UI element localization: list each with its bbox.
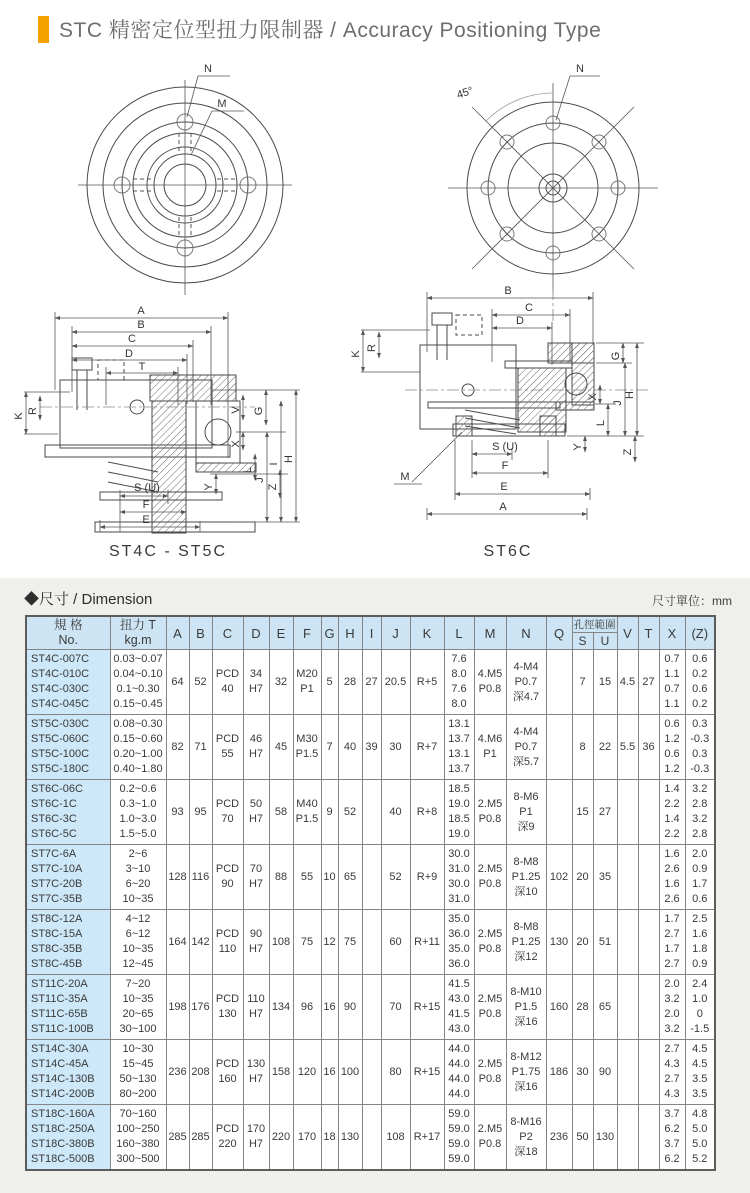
- cell-L: 18.5 19.0 18.5 19.0: [444, 780, 474, 845]
- cell-M: 2.M5 P0.8: [474, 910, 506, 975]
- cell-torque: 0.08~0.30 0.15~0.60 0.20~1.00 0.40~1.80: [110, 715, 166, 780]
- cell-models: ST18C-160A ST18C-250A ST18C-380B ST18C-500B: [26, 1105, 110, 1171]
- cell-N: 8-M8 P1.25 深12: [506, 910, 546, 975]
- cell-A: 82: [166, 715, 189, 780]
- cell-K: R+8: [410, 780, 444, 845]
- table-row: [26, 975, 715, 1040]
- cell-U: 15: [593, 650, 617, 715]
- cell-M: 2.M5 P0.8: [474, 975, 506, 1040]
- cell-U: 65: [593, 975, 617, 1040]
- cell-I: 39: [362, 715, 381, 780]
- label-m-left: M: [217, 98, 227, 110]
- cell-I: [362, 1105, 381, 1171]
- cell-K: R+11: [410, 910, 444, 975]
- cell-X: 3.7 6.2 3.7 6.2: [659, 1105, 685, 1171]
- cell-T: 36: [638, 715, 659, 780]
- label-n-left: N: [204, 63, 212, 75]
- cell-J: 52: [381, 845, 410, 910]
- cell-Q: 160: [546, 975, 572, 1040]
- cell-T: [638, 780, 659, 845]
- cell-E: 108: [269, 910, 293, 975]
- col-header-Q: Q: [546, 616, 572, 650]
- cell-J: 108: [381, 1105, 410, 1171]
- cell-N: 4-M4 P0.7 深5.7: [506, 715, 546, 780]
- dim-label-G: G: [253, 406, 265, 416]
- cell-C: PCD 40: [212, 650, 243, 715]
- cell-G: 7: [321, 715, 338, 780]
- cell-T: [638, 1105, 659, 1171]
- cell-U: 51: [593, 910, 617, 975]
- cell-J: 70: [381, 975, 410, 1040]
- dim-label-B2: B: [504, 285, 512, 297]
- cell-M: 2.M5 P0.8: [474, 845, 506, 910]
- cell-F: 75: [293, 910, 321, 975]
- col-header-no: 規 格 No.: [26, 616, 110, 650]
- cell-A: 64: [166, 650, 189, 715]
- cell-U: 90: [593, 1040, 617, 1105]
- cell-S: 20: [572, 845, 593, 910]
- cell-T: [638, 1040, 659, 1105]
- col-header-D: D: [243, 616, 269, 650]
- cell-D: 130 H7: [243, 1040, 269, 1105]
- table-row: [26, 845, 715, 910]
- cell-M: 4.M5 P0.8: [474, 650, 506, 715]
- cell-F: M20 P1: [293, 650, 321, 715]
- cell-U: 130: [593, 1105, 617, 1171]
- dim-label-V: V: [230, 406, 242, 414]
- cell-torque: 7~20 10~35 20~65 30~100: [110, 975, 166, 1040]
- cell-X: 1.6 2.6 1.6 2.6: [659, 845, 685, 910]
- col-header-H: H: [338, 616, 362, 650]
- section-view-right: [350, 285, 650, 560]
- cell-S: 28: [572, 975, 593, 1040]
- cell-M: 2.M5 P0.8: [474, 780, 506, 845]
- cell-Q: [546, 715, 572, 780]
- cell-E: 45: [269, 715, 293, 780]
- cell-A: 236: [166, 1040, 189, 1105]
- col-header-B: B: [189, 616, 212, 650]
- cell-S: 30: [572, 1040, 593, 1105]
- col-header-M: M: [474, 616, 506, 650]
- cell-D: 50 H7: [243, 780, 269, 845]
- cell-M: 2.M5 P0.8: [474, 1040, 506, 1105]
- cell-I: [362, 1040, 381, 1105]
- col-header-A: A: [166, 616, 189, 650]
- cell-Q: [546, 650, 572, 715]
- cell-V: [617, 975, 638, 1040]
- cell-S: 8: [572, 715, 593, 780]
- cell-T: [638, 910, 659, 975]
- dim-label-E: E: [142, 514, 150, 526]
- cell-G: 16: [321, 1040, 338, 1105]
- cell-models: ST8C-12A ST8C-15A ST8C-35B ST8C-45B: [26, 910, 110, 975]
- cell-L: 35.0 36.0 35.0 36.0: [444, 910, 474, 975]
- cell-V: [617, 1105, 638, 1171]
- dim-label-SU: S (U): [134, 482, 160, 494]
- cell-L: 13.1 13.7 13.1 13.7: [444, 715, 474, 780]
- col-header-V: V: [617, 616, 638, 650]
- cell-K: R+5: [410, 650, 444, 715]
- dimension-heading: ◆尺寸 / Dimension: [24, 591, 153, 608]
- col-header-torque: 扭力 T kg.m: [110, 616, 166, 650]
- dim-label-D2: D: [516, 315, 524, 327]
- dim-label-R2: R: [366, 344, 378, 352]
- cell-X: 2.7 4.3 2.7 4.3: [659, 1040, 685, 1105]
- col-header-X: X: [659, 616, 685, 650]
- col-header-L: L: [444, 616, 474, 650]
- col-header-C: C: [212, 616, 243, 650]
- cell-I: [362, 910, 381, 975]
- cell-Q: 236: [546, 1105, 572, 1171]
- table-row: [26, 650, 715, 715]
- front-view-left: [78, 63, 292, 295]
- cell-K: R+15: [410, 1040, 444, 1105]
- cell-C: PCD 110: [212, 910, 243, 975]
- unit-note: 尺寸單位：mm: [652, 594, 732, 608]
- dimension-section-header: [24, 588, 732, 609]
- col-header-N: N: [506, 616, 546, 650]
- cell-A: 93: [166, 780, 189, 845]
- cell-V: [617, 910, 638, 975]
- cell-V: [617, 780, 638, 845]
- cell-F: M30 P1.5: [293, 715, 321, 780]
- label-angle-45: 45°: [455, 84, 475, 102]
- cell-S: 50: [572, 1105, 593, 1171]
- dim-label-B: B: [137, 319, 145, 331]
- col-header-J: J: [381, 616, 410, 650]
- col-header-K: K: [410, 616, 444, 650]
- cell-X: 1.7 2.7 1.7 2.7: [659, 910, 685, 975]
- dim-label-F: F: [142, 499, 150, 511]
- cell-H: 100: [338, 1040, 362, 1105]
- cell-models: ST14C-30A ST14C-45A ST14C-130B ST14C-200B: [26, 1040, 110, 1105]
- col-header-S: S: [572, 633, 593, 650]
- cell-B: 176: [189, 975, 212, 1040]
- dim-label-L: L: [242, 466, 254, 474]
- cell-torque: 4~12 6~12 10~35 12~45: [110, 910, 166, 975]
- cell-models: ST11C-20A ST11C-35A ST11C-65B ST11C-100B: [26, 975, 110, 1040]
- col-header-I: I: [362, 616, 381, 650]
- cell-D: 46 H7: [243, 715, 269, 780]
- cell-U: 35: [593, 845, 617, 910]
- cell-E: 88: [269, 845, 293, 910]
- cell-K: R+9: [410, 845, 444, 910]
- cell-models: ST6C-06C ST6C-1C ST6C-3C ST6C-5C: [26, 780, 110, 845]
- cell-A: 285: [166, 1105, 189, 1171]
- cell-V: [617, 1040, 638, 1105]
- dim-label-Y: Y: [203, 483, 215, 491]
- col-header-E: E: [269, 616, 293, 650]
- cell-D: 70 H7: [243, 845, 269, 910]
- cell-torque: 70~160 100~250 160~380 300~500: [110, 1105, 166, 1171]
- cell-F: 170: [293, 1105, 321, 1171]
- cell-Q: 102: [546, 845, 572, 910]
- cell-Z: 0.3 -0.3 0.3 -0.3: [685, 715, 715, 780]
- table-row: [26, 715, 715, 780]
- cell-F: M40 P1.5: [293, 780, 321, 845]
- cell-D: 110 H7: [243, 975, 269, 1040]
- cell-T: [638, 845, 659, 910]
- dim-label-H: H: [283, 455, 295, 463]
- cell-A: 198: [166, 975, 189, 1040]
- cell-H: 65: [338, 845, 362, 910]
- page-title: STC 精密定位型扭力限制器 / Accuracy Positioning Type: [59, 19, 602, 42]
- cell-G: 9: [321, 780, 338, 845]
- dim-label-Z2: Z: [622, 448, 634, 456]
- cell-L: 59.0 59.0 59.0 59.0: [444, 1105, 474, 1171]
- cell-torque: 10~30 15~45 50~130 80~200: [110, 1040, 166, 1105]
- cell-B: 116: [189, 845, 212, 910]
- cell-T: [638, 975, 659, 1040]
- cell-H: 52: [338, 780, 362, 845]
- dim-label-I: I: [268, 462, 280, 466]
- cell-B: 71: [189, 715, 212, 780]
- caption-left: ST4C - ST5C: [108, 543, 228, 560]
- dim-label-G2: G: [610, 351, 622, 361]
- cell-N: 8-M6 P1 深9: [506, 780, 546, 845]
- col-header-U: U: [593, 633, 617, 650]
- cell-A: 128: [166, 845, 189, 910]
- cell-I: [362, 780, 381, 845]
- cell-F: 120: [293, 1040, 321, 1105]
- col-header-(Z): (Z): [685, 616, 715, 650]
- cell-B: 52: [189, 650, 212, 715]
- dimension-section: [0, 578, 750, 1193]
- cell-E: 58: [269, 780, 293, 845]
- cell-E: 158: [269, 1040, 293, 1105]
- dim-label-SU2: S (U): [492, 441, 518, 453]
- cell-B: 142: [189, 910, 212, 975]
- cell-L: 30.0 31.0 30.0 31.0: [444, 845, 474, 910]
- dim-label-X: X: [230, 440, 242, 448]
- cell-Z: 2.4 1.0 0 -1.5: [685, 975, 715, 1040]
- cell-N: 8-M10 P1.5 深16: [506, 975, 546, 1040]
- cell-K: R+17: [410, 1105, 444, 1171]
- cell-H: 130: [338, 1105, 362, 1171]
- cell-C: PCD 90: [212, 845, 243, 910]
- cell-J: 30: [381, 715, 410, 780]
- dim-label-A2: A: [499, 501, 507, 513]
- cell-G: 10: [321, 845, 338, 910]
- cell-I: [362, 975, 381, 1040]
- cell-G: 12: [321, 910, 338, 975]
- cell-D: 90 H7: [243, 910, 269, 975]
- cell-G: 16: [321, 975, 338, 1040]
- cell-V: 5.5: [617, 715, 638, 780]
- cell-I: 27: [362, 650, 381, 715]
- cell-Z: 4.5 4.5 3.5 3.5: [685, 1040, 715, 1105]
- col-header-F: F: [293, 616, 321, 650]
- cell-I: [362, 845, 381, 910]
- cell-F: 96: [293, 975, 321, 1040]
- cell-K: R+15: [410, 975, 444, 1040]
- cell-A: 164: [166, 910, 189, 975]
- cell-models: ST5C-030C ST5C-060C ST5C-100C ST5C-180C: [26, 715, 110, 780]
- col-header-G: G: [321, 616, 338, 650]
- label-n-right: N: [576, 63, 584, 75]
- cell-U: 22: [593, 715, 617, 780]
- dim-label-L2: L: [595, 419, 607, 427]
- cell-X: 0.6 1.2 0.6 1.2: [659, 715, 685, 780]
- cell-C: PCD 55: [212, 715, 243, 780]
- table-row: [26, 1105, 715, 1171]
- cell-Q: [546, 780, 572, 845]
- cell-C: PCD 220: [212, 1105, 243, 1171]
- cell-Z: 0.6 0.2 0.6 0.2: [685, 650, 715, 715]
- cell-X: 2.0 3.2 2.0 3.2: [659, 975, 685, 1040]
- cell-V: 4.5: [617, 650, 638, 715]
- cell-S: 20: [572, 910, 593, 975]
- dim-label-D: D: [125, 348, 133, 360]
- cell-torque: 0.03~0.07 0.04~0.10 0.1~0.30 0.15~0.45: [110, 650, 166, 715]
- front-view-right: [448, 63, 658, 293]
- cell-E: 134: [269, 975, 293, 1040]
- cell-torque: 0.2~0.6 0.3~1.0 1.0~3.0 1.5~5.0: [110, 780, 166, 845]
- cell-Z: 3.2 2.8 3.2 2.8: [685, 780, 715, 845]
- cell-C: PCD 130: [212, 975, 243, 1040]
- cell-U: 27: [593, 780, 617, 845]
- cell-C: PCD 160: [212, 1040, 243, 1105]
- cell-E: 32: [269, 650, 293, 715]
- dim-label-F2: F: [501, 460, 509, 472]
- cell-B: 95: [189, 780, 212, 845]
- dim-label-K2: K: [350, 350, 362, 358]
- cell-D: 34 H7: [243, 650, 269, 715]
- table-row: [26, 780, 715, 845]
- cell-J: 20.5: [381, 650, 410, 715]
- cell-models: ST7C-6A ST7C-10A ST7C-20B ST7C-35B: [26, 845, 110, 910]
- cell-J: 80: [381, 1040, 410, 1105]
- cell-Q: 186: [546, 1040, 572, 1105]
- cell-L: 44.0 44.0 44.0 44.0: [444, 1040, 474, 1105]
- dim-label-A: A: [137, 305, 145, 317]
- page-header: [38, 14, 601, 44]
- cell-torque: 2~6 3~10 6~20 10~35: [110, 845, 166, 910]
- cell-models: ST4C-007C ST4C-010C ST4C-030C ST4C-045C: [26, 650, 110, 715]
- cell-C: PCD 70: [212, 780, 243, 845]
- cell-S: 15: [572, 780, 593, 845]
- title-accent-bar: [38, 16, 49, 43]
- cell-Q: 130: [546, 910, 572, 975]
- section-view-left: [13, 305, 300, 560]
- cell-T: 27: [638, 650, 659, 715]
- dim-label-Y2: Y: [572, 443, 584, 451]
- cell-S: 7: [572, 650, 593, 715]
- cell-Z: 2.5 1.6 1.8 0.9: [685, 910, 715, 975]
- technical-drawings: [0, 60, 750, 580]
- cell-B: 285: [189, 1105, 212, 1171]
- dim-label-C: C: [128, 333, 136, 345]
- header-row: [26, 616, 715, 633]
- cell-D: 170 H7: [243, 1105, 269, 1171]
- cell-H: 90: [338, 975, 362, 1040]
- cell-H: 75: [338, 910, 362, 975]
- cell-M: 4.M6 P1: [474, 715, 506, 780]
- cell-M: 2.M5 P0.8: [474, 1105, 506, 1171]
- dim-label-Z: Z: [267, 483, 279, 491]
- cell-N: 8-M8 P1.25 深10: [506, 845, 546, 910]
- cell-E: 220: [269, 1105, 293, 1171]
- dimension-table: [25, 615, 716, 1171]
- cell-Z: 2.0 0.9 1.7 0.6: [685, 845, 715, 910]
- cell-V: [617, 845, 638, 910]
- dim-label-J2: J: [612, 400, 624, 406]
- dim-label-R: R: [27, 407, 39, 415]
- cell-J: 60: [381, 910, 410, 975]
- cell-J: 40: [381, 780, 410, 845]
- table-row: [26, 910, 715, 975]
- dim-label-E2: E: [500, 481, 508, 493]
- cell-Z: 4.8 5.0 5.0 5.2: [685, 1105, 715, 1171]
- cell-X: 0.7 1.1 0.7 1.1: [659, 650, 685, 715]
- caption-right: ST6C: [483, 543, 533, 560]
- cell-G: 5: [321, 650, 338, 715]
- dim-label-X2: X: [587, 393, 599, 401]
- cell-N: 4-M4 P0.7 深4.7: [506, 650, 546, 715]
- dim-label-C2: C: [525, 302, 533, 314]
- col-header-hole-range: 孔徑範圍: [572, 616, 617, 633]
- cell-N: 8-M12 P1.75 深16: [506, 1040, 546, 1105]
- dim-label-J: J: [254, 477, 266, 483]
- col-header-T: T: [638, 616, 659, 650]
- dim-label-H2: H: [624, 391, 636, 399]
- dim-label-K: K: [13, 412, 25, 420]
- dim-label-M2: M: [400, 471, 410, 483]
- cell-B: 208: [189, 1040, 212, 1105]
- cell-G: 18: [321, 1105, 338, 1171]
- cell-F: 55: [293, 845, 321, 910]
- cell-H: 40: [338, 715, 362, 780]
- cell-H: 28: [338, 650, 362, 715]
- dim-label-T: T: [138, 361, 146, 373]
- cell-K: R+7: [410, 715, 444, 780]
- cell-N: 8-M16 P2 深18: [506, 1105, 546, 1171]
- table-row: [26, 1040, 715, 1105]
- cell-X: 1.4 2.2 1.4 2.2: [659, 780, 685, 845]
- cell-L: 41.5 43.0 41.5 43.0: [444, 975, 474, 1040]
- cell-L: 7.6 8.0 7.6 8.0: [444, 650, 474, 715]
